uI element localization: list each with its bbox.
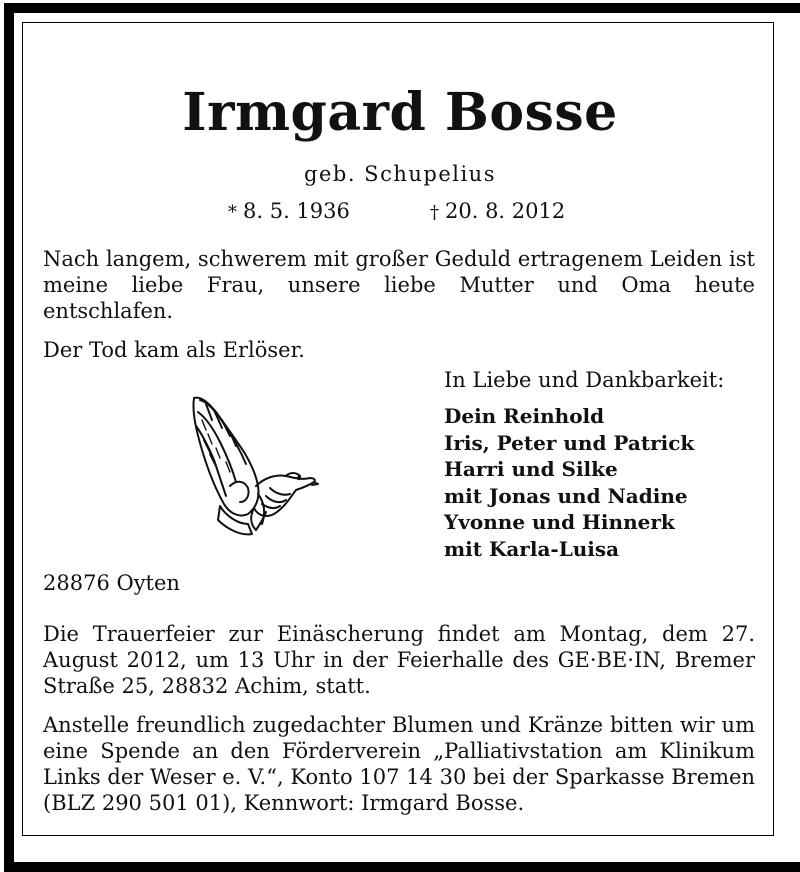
death-date: 20. 8. 2012 <box>445 199 566 223</box>
thanks-heading: In Liebe und Dankbarkeit: <box>444 368 725 392</box>
mourners-list <box>444 403 694 562</box>
birth-date: 8. 5. 1936 <box>243 199 350 223</box>
mourner-name: Harri und Silke <box>444 457 618 481</box>
donation-paragraph: Anstelle freundlich zugedachter Blumen und Kränze bitten wir um eine Spende an den Förderverein „Palliativstation am Klinikum Links der Weser e. V.“, Konto 107 14 30 bei der Sparkasse Bremen (BLZ 290 501 01), Kennwort: Irmgard Bosse. <box>43 713 755 815</box>
birth-symbol: * <box>228 202 237 223</box>
mourner-name: mit Jonas und Nadine <box>444 483 688 508</box>
mourner-name: mit Karla-Luisa <box>444 536 620 561</box>
praying-hands-with-dove-icon <box>186 390 320 540</box>
deceased-name: Irmgard Bosse <box>182 82 618 143</box>
maiden-name: geb. Schupelius <box>304 162 496 186</box>
announcement-paragraph: Nach langem, schwerem mit großer Geduld ertragenem Leiden ist meine liebe Frau, unsere liebe Mutter und Oma heute entschlafen. <box>43 247 755 323</box>
mourner-name: Iris, Peter und Patrick <box>444 430 695 455</box>
city-line: 28876 Oyten <box>43 571 180 595</box>
birth-date-line <box>228 199 350 223</box>
death-date-line <box>430 199 565 223</box>
death-symbol: † <box>430 202 439 223</box>
relief-sentence: Der Tod kam als Erlöser. <box>43 338 305 362</box>
mourner-name: Dein Reinhold <box>444 404 605 428</box>
mourner-name: Yvonne und Hinnerk <box>444 510 675 534</box>
ceremony-paragraph: Die Trauerfeier zur Einäscherung findet am Montag, dem 27. August 2012, um 13 Uhr in der Feierhalle des GE·BE·IN, Bremer Straße 25, 28832 Achim, statt. <box>43 622 755 698</box>
